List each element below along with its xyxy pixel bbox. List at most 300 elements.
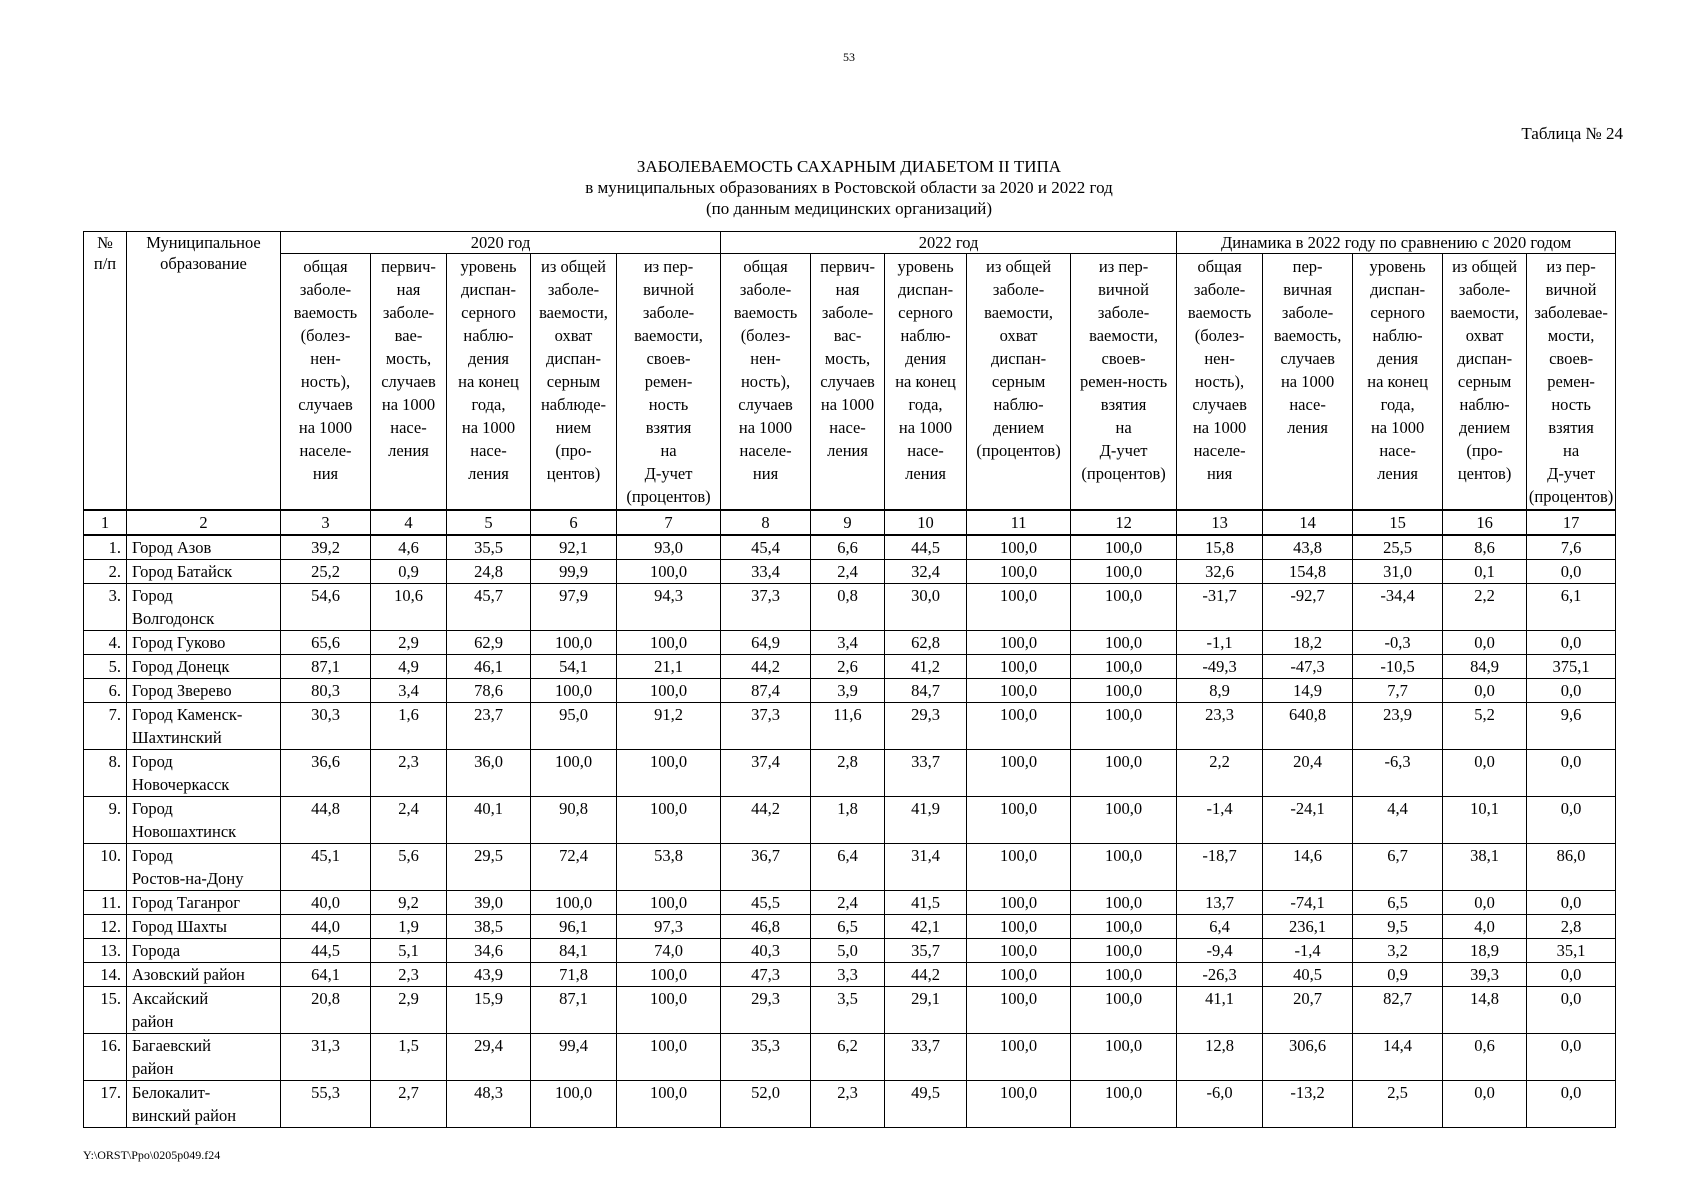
value-cell: 100,0 [967, 797, 1071, 844]
value-cell: 43,9 [447, 963, 531, 987]
value-cell: 2,3 [371, 750, 447, 797]
value-cell: 55,3 [281, 1081, 371, 1128]
value-cell: -18,7 [1177, 844, 1263, 891]
value-cell: 0,0 [1443, 631, 1527, 655]
header-column-label: уровень диспан- серного наблю- дения на конец года, на 1000 насе- ления [1353, 254, 1443, 511]
value-cell: 4,6 [371, 535, 447, 560]
value-cell: 12,8 [1177, 1034, 1263, 1081]
value-cell: 9,6 [1527, 703, 1616, 750]
value-cell: 100,0 [967, 939, 1071, 963]
value-cell: 100,0 [967, 703, 1071, 750]
value-cell: 0,0 [1443, 891, 1527, 915]
value-cell: 100,0 [1071, 750, 1177, 797]
value-cell: 0,9 [371, 560, 447, 584]
value-cell: 20,4 [1263, 750, 1353, 797]
value-cell: 44,5 [281, 939, 371, 963]
table-row [84, 584, 1616, 631]
value-cell: 37,3 [721, 703, 811, 750]
value-cell: 100,0 [617, 891, 721, 915]
value-cell: 41,1 [1177, 987, 1263, 1034]
header-group-2022: 2022 год [721, 232, 1177, 254]
value-cell: 14,8 [1443, 987, 1527, 1034]
value-cell: 0,1 [1443, 560, 1527, 584]
value-cell: 29,4 [447, 1034, 531, 1081]
value-cell: 5,1 [371, 939, 447, 963]
value-cell: 9,5 [1353, 915, 1443, 939]
value-cell: 2,7 [371, 1081, 447, 1128]
table-row [84, 891, 1616, 915]
municipality-name: Город Азов [127, 535, 281, 560]
value-cell: 44,2 [885, 963, 967, 987]
value-cell: -49,3 [1177, 655, 1263, 679]
value-cell: 0,8 [811, 584, 885, 631]
table-header [84, 232, 1616, 536]
value-cell: 5,0 [811, 939, 885, 963]
value-cell: 8,6 [1443, 535, 1527, 560]
column-number: 1 [84, 510, 127, 535]
value-cell: 100,0 [531, 750, 617, 797]
value-cell: 100,0 [617, 750, 721, 797]
value-cell: 100,0 [967, 750, 1071, 797]
header-column-label: общая заболе- ваемость (болез- нен- ность), случаев на 1000 населе- ния [721, 254, 811, 511]
value-cell: 84,1 [531, 939, 617, 963]
column-number: 9 [811, 510, 885, 535]
value-cell: 3,2 [1353, 939, 1443, 963]
value-cell: 45,4 [721, 535, 811, 560]
municipality-name: Аксайский район [127, 987, 281, 1034]
value-cell: 100,0 [967, 963, 1071, 987]
value-cell: 90,8 [531, 797, 617, 844]
table-row [84, 1034, 1616, 1081]
title-line-2: в муниципальных образованиях в Ростовской области за 2020 и 2022 год [585, 178, 1113, 197]
column-number: 6 [531, 510, 617, 535]
value-cell: 100,0 [967, 1034, 1071, 1081]
table-row [84, 655, 1616, 679]
value-cell: 100,0 [1071, 844, 1177, 891]
value-cell: 82,7 [1353, 987, 1443, 1034]
value-cell: 100,0 [967, 891, 1071, 915]
value-cell: 29,3 [721, 987, 811, 1034]
row-number: 6. [84, 679, 127, 703]
value-cell: 86,0 [1527, 844, 1616, 891]
value-cell: 18,9 [1443, 939, 1527, 963]
value-cell: 11,6 [811, 703, 885, 750]
value-cell: 100,0 [967, 560, 1071, 584]
value-cell: 92,1 [531, 535, 617, 560]
value-cell: 3,4 [811, 631, 885, 655]
column-number: 14 [1263, 510, 1353, 535]
column-number: 10 [885, 510, 967, 535]
value-cell: 21,1 [617, 655, 721, 679]
table-body [84, 535, 1616, 1128]
value-cell: -26,3 [1177, 963, 1263, 987]
value-cell: 25,2 [281, 560, 371, 584]
value-cell: 3,5 [811, 987, 885, 1034]
value-cell: 6,6 [811, 535, 885, 560]
value-cell: 7,7 [1353, 679, 1443, 703]
municipality-name: Город Волгодонск [127, 584, 281, 631]
value-cell: 100,0 [617, 963, 721, 987]
municipality-name: Город Новошахтинск [127, 797, 281, 844]
value-cell: 23,7 [447, 703, 531, 750]
header-number-column: № п/п [84, 232, 127, 511]
value-cell: 46,1 [447, 655, 531, 679]
municipality-name: Город Таганрог [127, 891, 281, 915]
value-cell: 2,8 [1527, 915, 1616, 939]
value-cell: 72,4 [531, 844, 617, 891]
value-cell: 78,6 [447, 679, 531, 703]
value-cell: 47,3 [721, 963, 811, 987]
value-cell: 100,0 [1071, 560, 1177, 584]
value-cell: -47,3 [1263, 655, 1353, 679]
value-cell: 3,3 [811, 963, 885, 987]
value-cell: 23,9 [1353, 703, 1443, 750]
value-cell: 31,0 [1353, 560, 1443, 584]
municipality-name: Город Зверево [127, 679, 281, 703]
value-cell: 87,1 [531, 987, 617, 1034]
value-cell: 0,0 [1527, 987, 1616, 1034]
value-cell: 0,0 [1527, 797, 1616, 844]
column-number: 7 [617, 510, 721, 535]
header-column-label: пер- вичная заболе- ваемость, случаев на 1000 насе- ления [1263, 254, 1353, 511]
value-cell: 100,0 [1071, 703, 1177, 750]
column-number: 17 [1527, 510, 1616, 535]
row-number: 15. [84, 987, 127, 1034]
value-cell: 2,5 [1353, 1081, 1443, 1128]
value-cell: 100,0 [531, 679, 617, 703]
table-row [84, 560, 1616, 584]
value-cell: 97,3 [617, 915, 721, 939]
value-cell: 1,9 [371, 915, 447, 939]
value-cell: 41,9 [885, 797, 967, 844]
value-cell: 39,3 [1443, 963, 1527, 987]
value-cell: 100,0 [1071, 679, 1177, 703]
header-row-columns [84, 254, 1616, 511]
value-cell: 4,9 [371, 655, 447, 679]
value-cell: -1,4 [1177, 797, 1263, 844]
value-cell: 2,4 [811, 891, 885, 915]
header-row-column-numbers [84, 510, 1616, 535]
row-number: 13. [84, 939, 127, 963]
value-cell: 44,0 [281, 915, 371, 939]
value-cell: 20,8 [281, 987, 371, 1034]
row-number: 14. [84, 963, 127, 987]
value-cell: 44,8 [281, 797, 371, 844]
value-cell: 33,7 [885, 1034, 967, 1081]
value-cell: 32,6 [1177, 560, 1263, 584]
table-row [84, 797, 1616, 844]
municipality-name: Город Ростов-на-Дону [127, 844, 281, 891]
value-cell: 99,4 [531, 1034, 617, 1081]
value-cell: 84,9 [1443, 655, 1527, 679]
row-number: 1. [84, 535, 127, 560]
value-cell: 100,0 [617, 1081, 721, 1128]
column-number: 15 [1353, 510, 1443, 535]
row-number: 3. [84, 584, 127, 631]
municipality-name: Город Шахты [127, 915, 281, 939]
value-cell: 15,8 [1177, 535, 1263, 560]
value-cell: 14,9 [1263, 679, 1353, 703]
value-cell: 6,4 [1177, 915, 1263, 939]
value-cell: 100,0 [967, 1081, 1071, 1128]
value-cell: 37,3 [721, 584, 811, 631]
municipality-name: Город Батайск [127, 560, 281, 584]
value-cell: 100,0 [617, 560, 721, 584]
value-cell: 95,0 [531, 703, 617, 750]
value-cell: 100,0 [531, 631, 617, 655]
value-cell: 2,2 [1177, 750, 1263, 797]
value-cell: -34,4 [1353, 584, 1443, 631]
morbidity-table [83, 231, 1616, 1128]
value-cell: 7,6 [1527, 535, 1616, 560]
title-line-3: (по данным медицинских организаций) [705, 199, 993, 218]
value-cell: 100,0 [1071, 939, 1177, 963]
value-cell: 31,4 [885, 844, 967, 891]
value-cell: 0,0 [1527, 560, 1616, 584]
value-cell: 2,3 [811, 1081, 885, 1128]
value-cell: 100,0 [967, 915, 1071, 939]
value-cell: 0,0 [1527, 1081, 1616, 1128]
value-cell: 0,0 [1527, 963, 1616, 987]
value-cell: 6,7 [1353, 844, 1443, 891]
value-cell: 52,0 [721, 1081, 811, 1128]
column-number: 8 [721, 510, 811, 535]
value-cell: 29,5 [447, 844, 531, 891]
value-cell: 48,3 [447, 1081, 531, 1128]
value-cell: 41,5 [885, 891, 967, 915]
table-row [84, 750, 1616, 797]
value-cell: 0,0 [1527, 1034, 1616, 1081]
value-cell: 80,3 [281, 679, 371, 703]
row-number: 16. [84, 1034, 127, 1081]
municipality-name: Багаевский район [127, 1034, 281, 1081]
value-cell: 29,1 [885, 987, 967, 1034]
value-cell: 100,0 [1071, 987, 1177, 1034]
title-line-1: ЗАБОЛЕВАЕМОСТЬ САХАРНЫМ ДИАБЕТОМ II ТИПА [636, 157, 1062, 176]
municipality-name: Город Гуково [127, 631, 281, 655]
value-cell: 24,8 [447, 560, 531, 584]
value-cell: 15,9 [447, 987, 531, 1034]
value-cell: 100,0 [967, 584, 1071, 631]
value-cell: 1,8 [811, 797, 885, 844]
header-column-label: общая заболе- ваемость (болез- нен- ность), случаев на 1000 населе- ния [281, 254, 371, 511]
value-cell: 53,8 [617, 844, 721, 891]
value-cell: 2,6 [811, 655, 885, 679]
column-number: 4 [371, 510, 447, 535]
value-cell: 0,0 [1527, 679, 1616, 703]
value-cell: 100,0 [617, 631, 721, 655]
value-cell: 40,1 [447, 797, 531, 844]
value-cell: 62,9 [447, 631, 531, 655]
value-cell: 100,0 [531, 891, 617, 915]
page-number: 53 [843, 50, 855, 64]
value-cell: 6,1 [1527, 584, 1616, 631]
value-cell: 100,0 [617, 987, 721, 1034]
value-cell: 44,5 [885, 535, 967, 560]
municipality-name: Белокалит- винский район [127, 1081, 281, 1128]
value-cell: 4,0 [1443, 915, 1527, 939]
table-title [0, 156, 1698, 219]
value-cell: 375,1 [1527, 655, 1616, 679]
value-cell: 84,7 [885, 679, 967, 703]
value-cell: -24,1 [1263, 797, 1353, 844]
municipality-name: Города [127, 939, 281, 963]
value-cell: 40,3 [721, 939, 811, 963]
value-cell: 18,2 [1263, 631, 1353, 655]
value-cell: 35,5 [447, 535, 531, 560]
header-column-label: из пер- вичной заболе- ваемости, своев- ремен- ность взятия на Д-учет (процентов) [617, 254, 721, 511]
value-cell: 0,9 [1353, 963, 1443, 987]
row-number: 2. [84, 560, 127, 584]
value-cell: 45,5 [721, 891, 811, 915]
header-group-dynamics: Динамика в 2022 году по сравнению с 2020 годом [1177, 232, 1616, 254]
value-cell: 100,0 [617, 797, 721, 844]
value-cell: 2,9 [371, 631, 447, 655]
value-cell: 100,0 [1071, 915, 1177, 939]
value-cell: 25,5 [1353, 535, 1443, 560]
header-column-label: первич- ная заболе- вас- мость, случаев на 1000 насе- ления [811, 254, 885, 511]
row-number: 11. [84, 891, 127, 915]
table-row [84, 844, 1616, 891]
municipality-name: Город Каменск- Шахтинский [127, 703, 281, 750]
value-cell: 6,5 [1353, 891, 1443, 915]
value-cell: 42,1 [885, 915, 967, 939]
value-cell: 49,5 [885, 1081, 967, 1128]
header-group-2020: 2020 год [281, 232, 721, 254]
value-cell: 62,8 [885, 631, 967, 655]
value-cell: -1,1 [1177, 631, 1263, 655]
value-cell: 35,7 [885, 939, 967, 963]
value-cell: 10,6 [371, 584, 447, 631]
column-number: 2 [127, 510, 281, 535]
value-cell: 97,9 [531, 584, 617, 631]
value-cell: 6,2 [811, 1034, 885, 1081]
municipality-name: Город Донецк [127, 655, 281, 679]
value-cell: 0,0 [1527, 750, 1616, 797]
value-cell: 4,4 [1353, 797, 1443, 844]
value-cell: -6,0 [1177, 1081, 1263, 1128]
value-cell: 1,6 [371, 703, 447, 750]
value-cell: 5,6 [371, 844, 447, 891]
row-number: 8. [84, 750, 127, 797]
value-cell: 23,3 [1177, 703, 1263, 750]
header-column-label: из общей заболе- ваемости, охват диспан- серным наблю- дением (процентов) [967, 254, 1071, 511]
value-cell: 100,0 [1071, 584, 1177, 631]
value-cell: 100,0 [1071, 631, 1177, 655]
value-cell: -10,5 [1353, 655, 1443, 679]
value-cell: 0,0 [1443, 679, 1527, 703]
value-cell: 39,0 [447, 891, 531, 915]
value-cell: 100,0 [967, 655, 1071, 679]
value-cell: 8,9 [1177, 679, 1263, 703]
value-cell: 3,4 [371, 679, 447, 703]
row-number: 5. [84, 655, 127, 679]
value-cell: 35,3 [721, 1034, 811, 1081]
header-column-label: уровень диспан- серного наблю- дения на конец года, на 1000 насе- ления [447, 254, 531, 511]
value-cell: 100,0 [1071, 1034, 1177, 1081]
row-number: 7. [84, 703, 127, 750]
value-cell: 29,3 [885, 703, 967, 750]
header-column-label: первич- ная заболе- вае- мость, случаев на 1000 насе- ления [371, 254, 447, 511]
value-cell: 87,4 [721, 679, 811, 703]
table-row [84, 915, 1616, 939]
value-cell: 71,8 [531, 963, 617, 987]
column-number: 16 [1443, 510, 1527, 535]
value-cell: 33,7 [885, 750, 967, 797]
row-number: 17. [84, 1081, 127, 1128]
column-number: 3 [281, 510, 371, 535]
value-cell: 36,7 [721, 844, 811, 891]
column-number: 12 [1071, 510, 1177, 535]
value-cell: 100,0 [617, 679, 721, 703]
value-cell: 9,2 [371, 891, 447, 915]
value-cell: 100,0 [1071, 963, 1177, 987]
value-cell: 32,4 [885, 560, 967, 584]
value-cell: 44,2 [721, 655, 811, 679]
value-cell: 100,0 [967, 844, 1071, 891]
value-cell: 14,6 [1263, 844, 1353, 891]
value-cell: 99,9 [531, 560, 617, 584]
value-cell: 100,0 [1071, 535, 1177, 560]
value-cell: 100,0 [1071, 797, 1177, 844]
municipality-name: Азовский район [127, 963, 281, 987]
column-number: 11 [967, 510, 1071, 535]
value-cell: -6,3 [1353, 750, 1443, 797]
value-cell: 2,3 [371, 963, 447, 987]
value-cell: -92,7 [1263, 584, 1353, 631]
value-cell: 6,5 [811, 915, 885, 939]
value-cell: 37,4 [721, 750, 811, 797]
table-row [84, 963, 1616, 987]
value-cell: 54,6 [281, 584, 371, 631]
file-path-footer: Y:\ORST\Ppo\0205p049.f24 [83, 1148, 221, 1162]
value-cell: 100,0 [1071, 891, 1177, 915]
value-cell: 5,2 [1443, 703, 1527, 750]
value-cell: 2,4 [371, 797, 447, 844]
value-cell: 20,7 [1263, 987, 1353, 1034]
value-cell: 33,4 [721, 560, 811, 584]
value-cell: 100,0 [617, 1034, 721, 1081]
value-cell: 45,7 [447, 584, 531, 631]
value-cell: 30,3 [281, 703, 371, 750]
value-cell: 100,0 [967, 535, 1071, 560]
table-row [84, 703, 1616, 750]
row-number: 10. [84, 844, 127, 891]
table-row [84, 1081, 1616, 1128]
header-row-groups [84, 232, 1616, 254]
column-number: 5 [447, 510, 531, 535]
value-cell: 36,6 [281, 750, 371, 797]
value-cell: 87,1 [281, 655, 371, 679]
value-cell: 154,8 [1263, 560, 1353, 584]
value-cell: 93,0 [617, 535, 721, 560]
value-cell: 94,3 [617, 584, 721, 631]
table-row [84, 939, 1616, 963]
row-number: 12. [84, 915, 127, 939]
value-cell: 40,0 [281, 891, 371, 915]
value-cell: 100,0 [967, 987, 1071, 1034]
value-cell: 38,1 [1443, 844, 1527, 891]
value-cell: -74,1 [1263, 891, 1353, 915]
table-number-label: Таблица № 24 [1521, 124, 1623, 143]
value-cell: 45,1 [281, 844, 371, 891]
value-cell: 14,4 [1353, 1034, 1443, 1081]
value-cell: 54,1 [531, 655, 617, 679]
value-cell: 0,6 [1443, 1034, 1527, 1081]
table-row [84, 987, 1616, 1034]
value-cell: 13,7 [1177, 891, 1263, 915]
value-cell: 38,5 [447, 915, 531, 939]
